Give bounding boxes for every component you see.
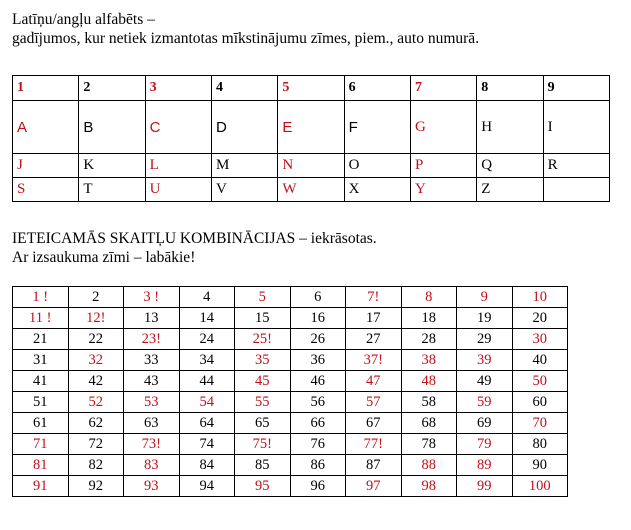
alphabet-letter-cell	[543, 178, 609, 202]
numbers-row	[13, 476, 568, 497]
alphabet-number-cell: 7	[410, 76, 476, 101]
number-cell: 94	[179, 476, 235, 497]
alphabet-letter-cell: A	[13, 101, 79, 154]
number-cell: 56	[290, 392, 346, 413]
number-cell: 11 !	[13, 308, 69, 329]
number-cell: 83	[124, 455, 180, 476]
number-cell: 8	[401, 287, 457, 308]
number-cell: 80	[512, 434, 568, 455]
number-cell: 67	[346, 413, 402, 434]
number-cell: 99	[457, 476, 513, 497]
number-cell: 74	[179, 434, 235, 455]
number-cell: 43	[124, 371, 180, 392]
number-cell: 64	[179, 413, 235, 434]
numbers-row	[13, 371, 568, 392]
number-cell: 75!	[235, 434, 291, 455]
number-cell: 6	[290, 287, 346, 308]
intro-text	[12, 10, 479, 48]
number-cell: 3 !	[124, 287, 180, 308]
alphabet-letter-cell: C	[145, 101, 211, 154]
alphabet-letter-cell: W	[278, 178, 344, 202]
intro-line-1: Latīņu/angļu alfabēts –	[12, 11, 155, 28]
alphabet-letter-cell: B	[79, 101, 145, 154]
alphabet-letter-cell: G	[410, 101, 476, 154]
number-cell: 90	[512, 455, 568, 476]
alphabet-letter-cell: M	[211, 154, 277, 178]
number-cell: 73!	[124, 434, 180, 455]
number-cell: 71	[13, 434, 69, 455]
number-cell: 40	[512, 350, 568, 371]
alphabet-number-cell: 9	[543, 76, 609, 101]
number-cell: 85	[235, 455, 291, 476]
alphabet-letter-cell: Y	[410, 178, 476, 202]
number-cell: 98	[401, 476, 457, 497]
number-cell: 23!	[124, 329, 180, 350]
number-cell: 70	[512, 413, 568, 434]
alphabet-letter-cell: K	[79, 154, 145, 178]
number-cell: 2	[68, 287, 124, 308]
number-cell: 12!	[68, 308, 124, 329]
alphabet-number-cell: 4	[211, 76, 277, 101]
numbers-row	[13, 308, 568, 329]
number-cell: 33	[124, 350, 180, 371]
number-cell: 47	[346, 371, 402, 392]
number-cell: 100	[512, 476, 568, 497]
number-cell: 48	[401, 371, 457, 392]
number-cell: 50	[512, 371, 568, 392]
number-cell: 87	[346, 455, 402, 476]
number-cell: 52	[68, 392, 124, 413]
number-cell: 4	[179, 287, 235, 308]
alphabet-letter-cell: L	[145, 154, 211, 178]
number-cell: 62	[68, 413, 124, 434]
alphabet-letter-cell: E	[278, 101, 344, 154]
number-cell: 57	[346, 392, 402, 413]
number-cell: 30	[512, 329, 568, 350]
number-cell: 17	[346, 308, 402, 329]
number-cell: 35	[235, 350, 291, 371]
number-cell: 10	[512, 287, 568, 308]
number-cell: 86	[290, 455, 346, 476]
number-cell: 22	[68, 329, 124, 350]
alphabet-letter-cell: S	[13, 178, 79, 202]
number-cell: 60	[512, 392, 568, 413]
recommended-line-2: Ar izsaukuma zīmi – labākie!	[12, 249, 196, 266]
alphabet-letter-cell: T	[79, 178, 145, 202]
number-cell: 58	[401, 392, 457, 413]
alphabet-letter-row	[13, 178, 610, 202]
alphabet-letter-cell: D	[211, 101, 277, 154]
alphabet-letter-cell: J	[13, 154, 79, 178]
number-cell: 42	[68, 371, 124, 392]
number-cell: 82	[68, 455, 124, 476]
number-cell: 63	[124, 413, 180, 434]
number-cell: 91	[13, 476, 69, 497]
recommended-line-1: IETEICAMĀS SKAITĻU KOMBINĀCIJAS – iekrāsotas.	[12, 230, 377, 247]
numbers-row	[13, 350, 568, 371]
number-cell: 39	[457, 350, 513, 371]
number-cell: 92	[68, 476, 124, 497]
alphabet-letter-cell: V	[211, 178, 277, 202]
alphabet-letter-cell: X	[344, 178, 410, 202]
alphabet-number-cell: 3	[145, 76, 211, 101]
number-cell: 76	[290, 434, 346, 455]
number-cell: 69	[457, 413, 513, 434]
number-cell: 15	[235, 308, 291, 329]
number-cell: 29	[457, 329, 513, 350]
number-cell: 21	[13, 329, 69, 350]
number-cell: 44	[179, 371, 235, 392]
number-cell: 72	[68, 434, 124, 455]
numbers-row	[13, 455, 568, 476]
numbers-row	[13, 329, 568, 350]
alphabet-number-cell: 2	[79, 76, 145, 101]
alphabet-letter-row	[13, 101, 610, 154]
number-cell: 95	[235, 476, 291, 497]
number-cell: 31	[13, 350, 69, 371]
number-cell: 84	[179, 455, 235, 476]
numbers-row	[13, 413, 568, 434]
number-cell: 96	[290, 476, 346, 497]
alphabet-number-cell: 5	[278, 76, 344, 101]
number-cell: 9	[457, 287, 513, 308]
number-cell: 20	[512, 308, 568, 329]
number-cell: 53	[124, 392, 180, 413]
number-cell: 51	[13, 392, 69, 413]
alphabet-letter-cell: H	[477, 101, 543, 154]
number-cell: 59	[457, 392, 513, 413]
number-cell: 65	[235, 413, 291, 434]
number-cell: 1 !	[13, 287, 69, 308]
number-cell: 61	[13, 413, 69, 434]
alphabet-letter-row	[13, 154, 610, 178]
alphabet-letter-cell: N	[278, 154, 344, 178]
numbers-row	[13, 392, 568, 413]
number-cell: 37!	[346, 350, 402, 371]
number-cell: 38	[401, 350, 457, 371]
alphabet-letter-cell: P	[410, 154, 476, 178]
number-cell: 28	[401, 329, 457, 350]
number-cell: 49	[457, 371, 513, 392]
number-cell: 79	[457, 434, 513, 455]
number-cell: 7!	[346, 287, 402, 308]
number-cell: 78	[401, 434, 457, 455]
alphabet-number-cell: 8	[477, 76, 543, 101]
number-cell: 97	[346, 476, 402, 497]
alphabet-letter-cell: Q	[477, 154, 543, 178]
number-cell: 81	[13, 455, 69, 476]
number-cell: 18	[401, 308, 457, 329]
number-cell: 36	[290, 350, 346, 371]
alphabet-letter-cell: I	[543, 101, 609, 154]
number-cell: 14	[179, 308, 235, 329]
number-cell: 66	[290, 413, 346, 434]
number-cell: 32	[68, 350, 124, 371]
number-cell: 89	[457, 455, 513, 476]
number-cell: 24	[179, 329, 235, 350]
number-cell: 54	[179, 392, 235, 413]
numbers-table	[12, 286, 568, 497]
alphabet-number-cell: 6	[344, 76, 410, 101]
numbers-row	[13, 434, 568, 455]
number-cell: 27	[346, 329, 402, 350]
recommended-heading	[12, 229, 377, 267]
number-cell: 34	[179, 350, 235, 371]
numbers-row	[13, 287, 568, 308]
alphabet-number-cell: 1	[13, 76, 79, 101]
alphabet-letter-cell: O	[344, 154, 410, 178]
number-cell: 93	[124, 476, 180, 497]
number-cell: 16	[290, 308, 346, 329]
number-cell: 5	[235, 287, 291, 308]
alphabet-table	[12, 75, 610, 202]
number-cell: 46	[290, 371, 346, 392]
number-cell: 13	[124, 308, 180, 329]
number-cell: 77!	[346, 434, 402, 455]
number-cell: 88	[401, 455, 457, 476]
intro-line-2: gadījumos, kur netiek izmantotas mīkstinājumu zīmes, piem., auto numurā.	[12, 30, 480, 47]
alphabet-letter-cell: U	[145, 178, 211, 202]
number-cell: 19	[457, 308, 513, 329]
number-cell: 55	[235, 392, 291, 413]
alphabet-letter-cell: R	[543, 154, 609, 178]
number-cell: 45	[235, 371, 291, 392]
alphabet-letter-cell: F	[344, 101, 410, 154]
number-cell: 41	[13, 371, 69, 392]
alphabet-number-row	[13, 76, 610, 101]
alphabet-letter-cell: Z	[477, 178, 543, 202]
number-cell: 68	[401, 413, 457, 434]
number-cell: 26	[290, 329, 346, 350]
number-cell: 25!	[235, 329, 291, 350]
